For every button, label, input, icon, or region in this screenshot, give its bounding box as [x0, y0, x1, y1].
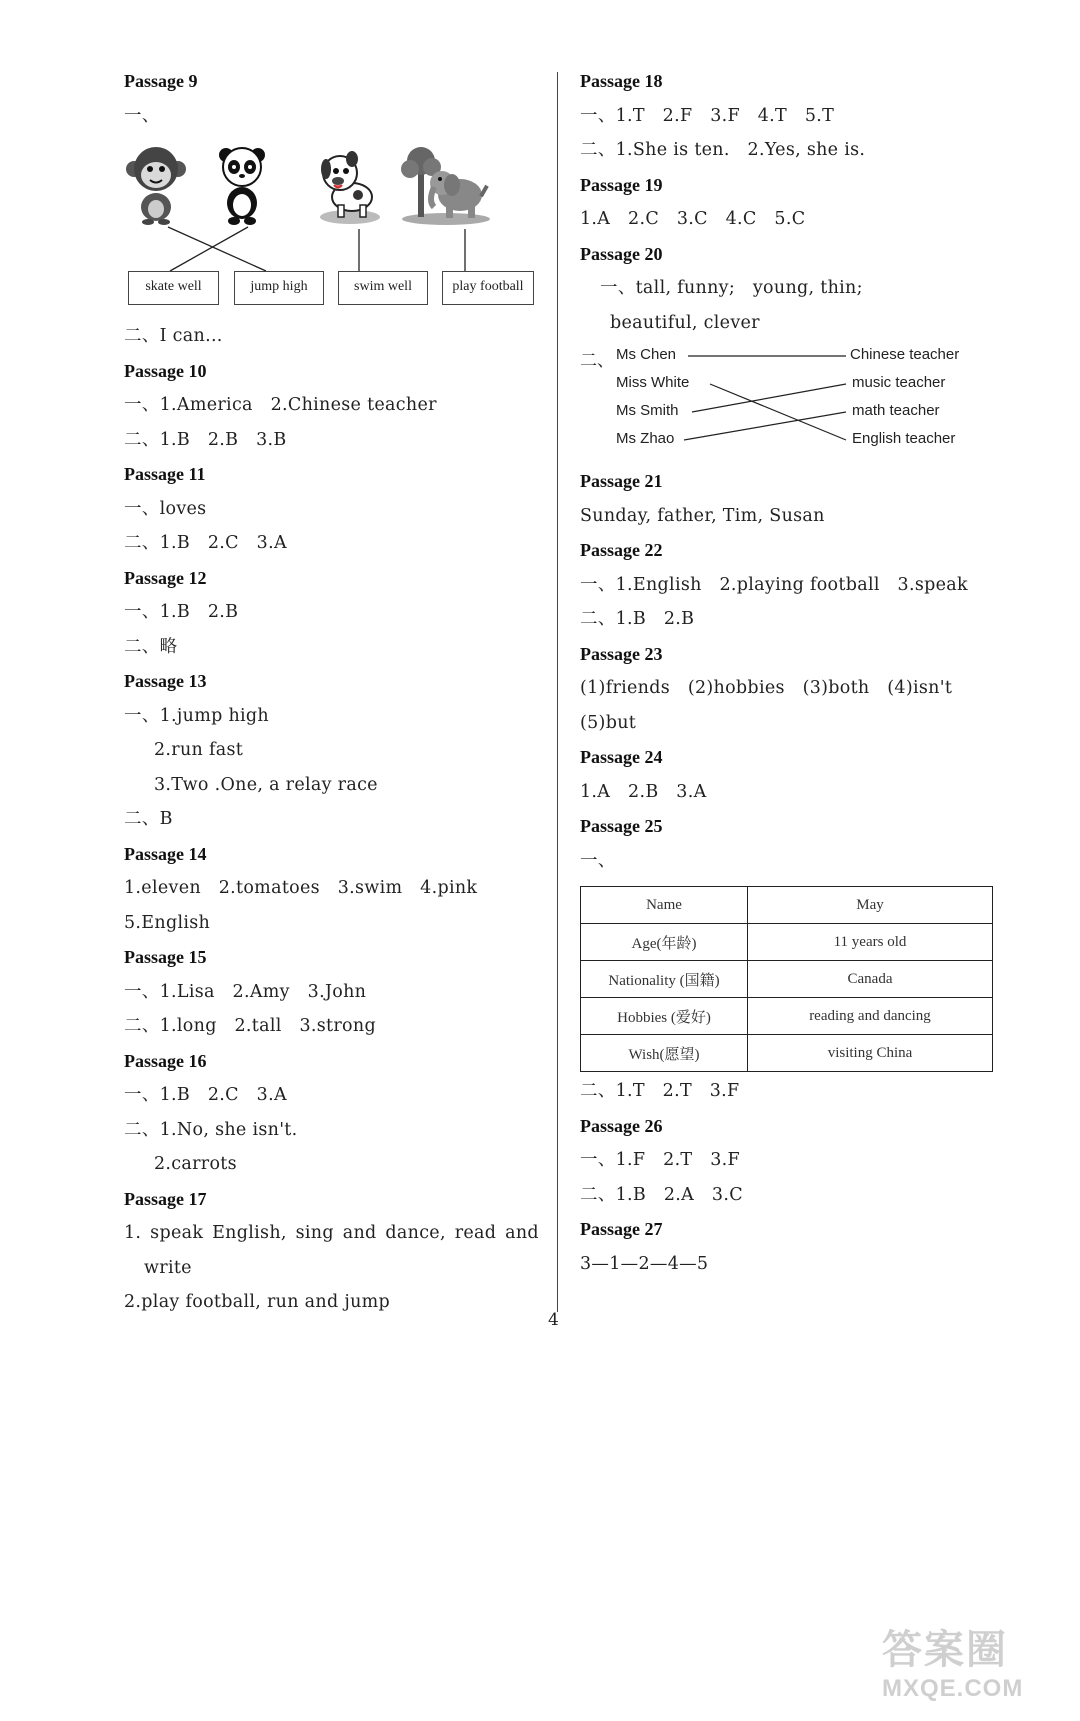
passage-16-line-2: 二、1.No, she isn't. [124, 1119, 298, 1140]
name-ms-smith: Ms Smith [616, 402, 679, 419]
passage-18-title: Passage 18 [580, 71, 663, 91]
passage-20-lines [580, 344, 1000, 468]
table-row [581, 887, 993, 924]
passage-13-line-4: 二、B [124, 809, 173, 829]
passage-19-line-1: 1.A 2.C 3.C 4.C 5.C [580, 209, 806, 229]
passage-17-line-1: 1. speak English, sing and dance, read and [124, 1223, 539, 1243]
passage-21-line-1: Sunday, father, Tim, Susan [580, 505, 825, 526]
passage-22-line-1: 一、1.English 2.playing football 3.speak [580, 574, 968, 595]
passage-23-line-2: (5)but [580, 712, 637, 733]
passage-16-line-3: 2.carrots [154, 1154, 237, 1174]
passage-12-title: Passage 12 [124, 567, 207, 588]
passage-11-line-1: 一、loves [124, 498, 207, 519]
table-cell: Age(年龄) [581, 924, 748, 961]
passage-12-line-2: 二、略 [124, 636, 178, 657]
passage-13-title: Passage 13 [124, 671, 207, 691]
passage-9-section-1: 一、 [124, 105, 160, 126]
watermark-logo-text: 答案圈 [882, 1628, 1008, 1672]
passage-26-title: Passage 26 [580, 1115, 663, 1136]
passage-24-line-1: 1.A 2.B 3.A [580, 781, 707, 802]
passage-14-line-2: 5.English [124, 912, 211, 933]
matching-pictures [124, 137, 544, 323]
table-row [581, 924, 993, 961]
passage-11-title: Passage 11 [124, 464, 206, 484]
passage-23-line-1: (1)friends (2)hobbies (3)both (4)isn't [580, 678, 953, 698]
passage-16-title: Passage 16 [124, 1050, 207, 1071]
passage-25-table [580, 886, 993, 1072]
passage-13-line-2: 2.run fast [154, 740, 244, 760]
passage-13-line-3: 3.Two .One, a relay race [154, 774, 378, 795]
passage-24-title: Passage 24 [580, 747, 663, 767]
passage-15-line-2: 二、1.long 2.tall 3.strong [124, 1016, 376, 1036]
job-english-teacher: English teacher [852, 430, 956, 447]
passage-15-title: Passage 15 [124, 947, 207, 967]
passage-15-line-1: 一、1.Lisa 2.Amy 3.John [124, 981, 367, 1002]
name-miss-white: Miss White [616, 374, 690, 391]
table-row [581, 1035, 993, 1072]
passage-12-line-1: 一、1.B 2.B [124, 602, 239, 622]
name-ms-zhao: Ms Zhao [616, 430, 675, 447]
job-music-teacher: music teacher [852, 374, 946, 391]
right-column [580, 68, 1000, 1285]
table-cell: Hobbies (爱好) [581, 998, 748, 1035]
passage-18-line-2: 二、1.She is ten. 2.Yes, she is. [580, 140, 866, 160]
name-ms-chen: Ms Chen [616, 346, 677, 363]
box-swim-well: swim well [338, 271, 428, 305]
table-cell: 11 years old [748, 924, 993, 961]
passage-10-line-1: 一、1.America 2.Chinese teacher [124, 395, 437, 415]
passage-22-line-2: 二、1.B 2.B [580, 609, 695, 629]
passage-27-line-1: 3—1—2—4—5 [580, 1253, 709, 1274]
box-jump-high: jump high [234, 271, 324, 305]
passage-25-line-2: 二、1.T 2.T 3.F [580, 1081, 740, 1101]
table-cell: May [748, 887, 993, 924]
passage-26-line-1: 一、1.F 2.T 3.F [580, 1150, 740, 1170]
table-cell: reading and dancing [748, 998, 993, 1035]
passage-14-line-1: 1.eleven 2.tomatoes 3.swim 4.pink [124, 878, 478, 898]
passage-25-title: Passage 25 [580, 816, 663, 836]
passage-21-title: Passage 21 [580, 471, 663, 491]
passage-16-line-1: 一、1.B 2.C 3.A [124, 1085, 287, 1105]
box-play-football: play football [442, 271, 534, 305]
table-cell: Name [581, 887, 748, 924]
passage-10-title: Passage 10 [124, 360, 207, 381]
passage-17-title: Passage 17 [124, 1188, 207, 1209]
table-row [581, 961, 993, 998]
passage-19-title: Passage 19 [580, 174, 663, 195]
table-cell: visiting China [748, 1035, 993, 1072]
passage-25-section-1: 一、 [580, 850, 616, 871]
passage-9-section-2: 二、I can... [124, 326, 223, 346]
passage-17-line-2: write [144, 1257, 192, 1278]
passage-13-line-1: 一、1.jump high [124, 705, 269, 726]
table-cell: Wish(愿望) [581, 1035, 748, 1072]
job-chinese-teacher: Chinese teacher [850, 346, 960, 363]
passage-20-line-1: 一、tall, funny; young, thin; [600, 278, 863, 298]
watermark [882, 1618, 1062, 1718]
passage-14-title: Passage 14 [124, 843, 207, 864]
passage-20-line-2: beautiful, clever [610, 312, 760, 333]
job-math-teacher: math teacher [852, 402, 940, 419]
passage-23-title: Passage 23 [580, 643, 663, 664]
column-divider [557, 72, 558, 1312]
passage-20-title: Passage 20 [580, 243, 663, 264]
passage-10-line-2: 二、1.B 2.B 3.B [124, 429, 287, 450]
table-cell: Canada [748, 961, 993, 998]
page-number: 4 [548, 1310, 559, 1330]
passage-20-section-2: 二、 [580, 351, 614, 371]
watermark-url: MXQE.COM [882, 1675, 1024, 1702]
passage-9-title: Passage 9 [124, 71, 198, 91]
passage-26-line-2: 二、1.B 2.A 3.C [580, 1184, 743, 1205]
passage-20-matching [580, 344, 1000, 468]
left-column [124, 68, 544, 1324]
passage-11-line-2: 二、1.B 2.C 3.A [124, 533, 287, 553]
table-row [581, 998, 993, 1035]
passage-27-title: Passage 27 [580, 1219, 663, 1239]
box-skate-well: skate well [128, 271, 219, 305]
passage-18-line-1: 一、1.T 2.F 3.F 4.T 5.T [580, 105, 835, 126]
passage-17-line-3: 2.play football, run and jump [124, 1292, 391, 1312]
table-cell: Nationality (国籍) [581, 961, 748, 998]
passage-22-title: Passage 22 [580, 540, 663, 560]
